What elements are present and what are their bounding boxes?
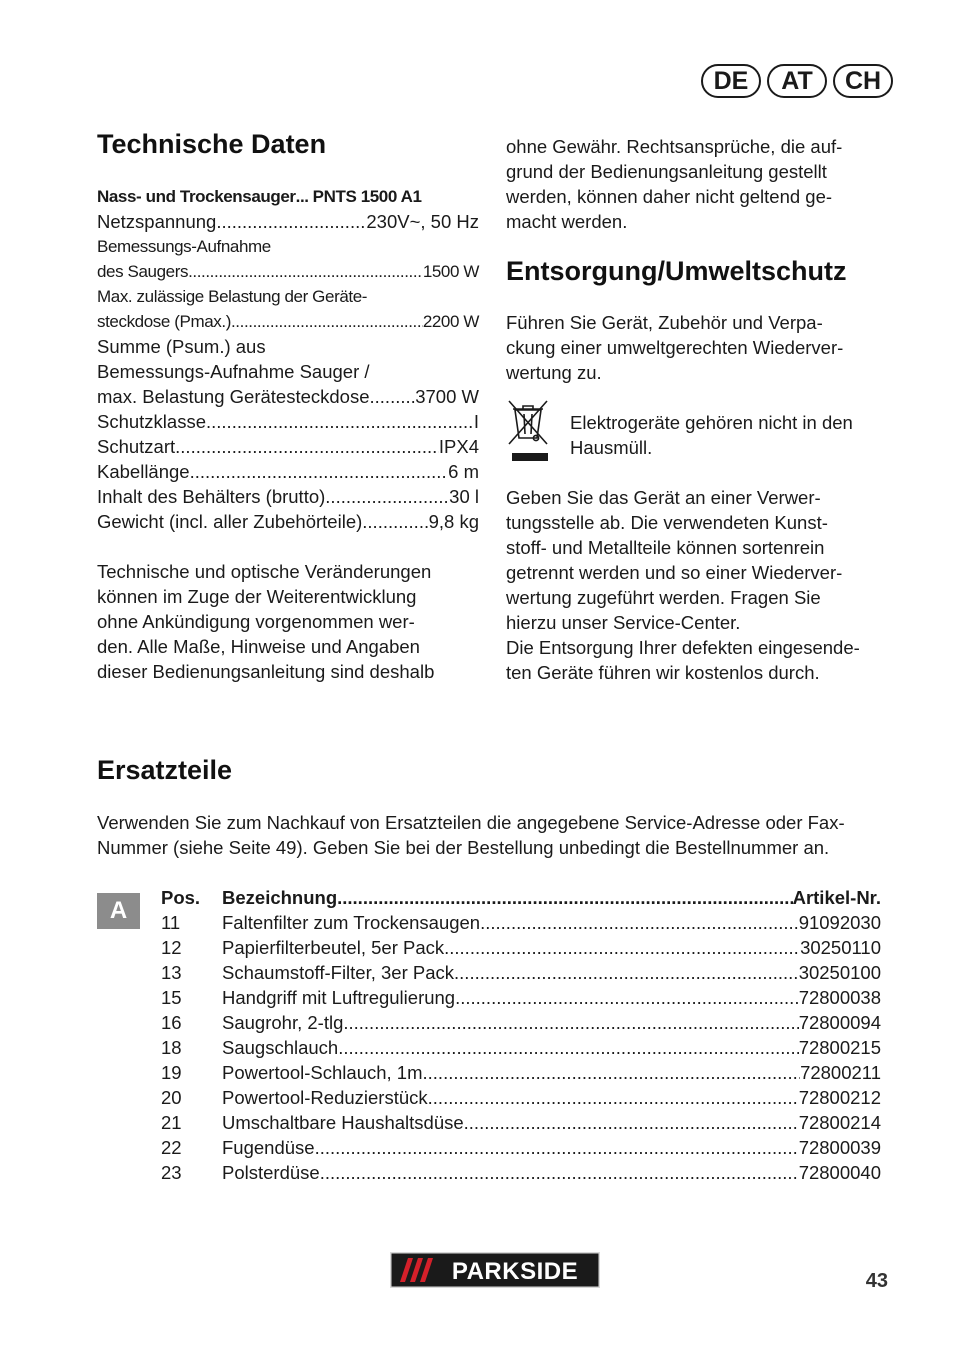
spares-heading: Ersatzteile	[97, 755, 233, 785]
page-number: 43	[865, 1270, 888, 1292]
spec-value: 1500 W	[422, 262, 479, 281]
table-row	[161, 1085, 881, 1110]
part-number: 72800038	[798, 987, 881, 1008]
paragraph-line: stoff- und Metallteile können sortenrein	[506, 537, 825, 558]
paragraph-line: Verwenden Sie zum Nachkauf von Ersatzteilen die angegebene Service-Adresse oder Fax-	[97, 812, 845, 833]
spec-inhalt	[97, 484, 479, 509]
spec-saugers	[97, 259, 479, 284]
part-number: 91092030	[798, 912, 881, 933]
paragraph-line: Führen Sie Gerät, Zubehör und Verpa-	[506, 312, 823, 333]
col-pos-header: Pos.	[161, 887, 201, 908]
table-row	[161, 960, 881, 985]
spec-value: IPX4	[438, 436, 479, 457]
part-name: Powertool-Schlauch, 1m	[222, 1062, 423, 1083]
part-name: Saugrohr, 2-tlg.	[222, 1012, 349, 1033]
disposal-heading: Entsorgung/Umweltschutz	[506, 256, 847, 286]
badge-ch: CH	[833, 64, 893, 98]
spec-line: Bemessungs-Aufnahme Sauger /	[97, 361, 370, 382]
disposal-intro	[506, 310, 896, 385]
leader-dots	[423, 1060, 801, 1085]
part-position: 19	[161, 1062, 182, 1083]
weee-note	[570, 410, 900, 460]
spec-product-label: Nass- und Trockensauger	[97, 187, 296, 206]
spec-kabellaenge	[97, 459, 479, 484]
part-name: Fugendüse	[222, 1137, 315, 1158]
leader-dots	[455, 985, 799, 1010]
paragraph-line: getrennt werden und so einer Wiederver-	[506, 562, 843, 583]
part-position: 16	[161, 1012, 182, 1033]
spares-intro	[97, 810, 897, 860]
spec-label: des Saugers	[97, 262, 189, 281]
spec-label: Schutzart	[97, 436, 176, 457]
leader-dots	[338, 1035, 798, 1060]
paragraph-line: Elektrogeräte gehören nicht in den	[570, 412, 853, 433]
leader-dots	[325, 484, 449, 509]
spec-label: steckdose (Pmax.)	[97, 312, 231, 331]
parkside-logo-text: PARKSIDE	[451, 1258, 579, 1285]
tech-specs	[97, 184, 479, 684]
table-row	[161, 935, 881, 960]
tech-heading: Technische Daten	[97, 129, 327, 159]
part-name: Powertool-Reduzierstück	[222, 1087, 428, 1108]
part-position: 20	[161, 1087, 182, 1108]
spec-netzspannung	[97, 209, 479, 234]
part-number: 72800039	[798, 1137, 881, 1158]
leader-dots	[320, 1160, 799, 1185]
spec-schutzklasse	[97, 409, 479, 434]
paragraph-line: hierzu unser Service-Center.	[506, 612, 741, 633]
paragraph-line: Die Entsorgung Ihrer defekten eingesende-	[506, 637, 860, 658]
spec-label: Kabellänge	[97, 461, 190, 482]
part-position: 11	[161, 912, 181, 933]
table-body	[161, 910, 881, 1185]
disclaimer-line: können im Zuge der Weiterentwicklung	[97, 586, 417, 607]
spec-value: 6 m	[448, 461, 479, 482]
paragraph-line: grund der Bedienungsanleitung gestellt	[506, 161, 827, 182]
leader-dots	[190, 459, 449, 484]
badge-at: AT	[767, 64, 827, 98]
spec-value: 2200 W	[422, 312, 479, 331]
leader-dots	[370, 384, 416, 409]
part-name: Schaumstoff-Filter, 3er Pack	[222, 962, 455, 983]
leader-dots	[362, 509, 428, 534]
table-row	[161, 985, 881, 1010]
part-position: 13	[161, 962, 182, 983]
table-row	[161, 910, 881, 935]
table-row	[161, 1160, 881, 1185]
spec-value: 30 l	[449, 486, 479, 507]
part-name: Umschaltbare Haushaltsdüse	[222, 1112, 464, 1133]
part-position: 15	[161, 987, 182, 1008]
paragraph-line: Hausmüll.	[570, 437, 653, 458]
part-name: Faltenfilter zum Trockensaugen	[222, 912, 481, 933]
paragraph-line: wertung zu.	[506, 362, 602, 383]
disclaimer-line: Technische und optische Veränderungen	[97, 561, 432, 582]
part-number: 72800215	[798, 1037, 881, 1058]
paragraph-line: ckung einer umweltgerechten Wiederver-	[506, 337, 844, 358]
part-name: Handgriff mit Luftregulierung	[222, 987, 456, 1008]
leader-dots	[444, 935, 800, 960]
spec-gewicht	[97, 509, 479, 534]
disclaimer-line: den. Alle Maße, Hinweise und Angaben	[97, 636, 420, 657]
figure-label-a: A	[97, 893, 140, 929]
spec-label: Gewicht (incl. aller Zubehörteile)	[97, 511, 363, 532]
part-number: 30250110	[800, 937, 881, 958]
badge-de: DE	[701, 64, 761, 98]
leader-dots	[315, 1135, 799, 1160]
table-row	[161, 1035, 881, 1060]
leader-dots	[480, 910, 799, 935]
spec-product-model: PNTS 1500 A1	[312, 187, 422, 206]
part-position: 23	[161, 1162, 182, 1183]
table-row	[161, 1135, 881, 1160]
leader-dots	[231, 309, 423, 334]
part-position: 12	[161, 937, 182, 958]
leader-dots	[428, 1085, 799, 1110]
parkside-logo	[390, 1252, 600, 1288]
spec-schutzart	[97, 434, 479, 459]
part-number: 72800094	[798, 1012, 881, 1033]
leader-dots	[337, 885, 792, 910]
part-number: 72800212	[798, 1087, 881, 1108]
spec-label: Schutzklasse	[97, 411, 206, 432]
spec-pmax	[97, 309, 479, 334]
disclaimer-line: dieser Bedienungsanleitung sind deshalb	[97, 661, 435, 682]
spec-label: Inhalt des Behälters (brutto)	[97, 486, 326, 507]
disclaimer-continued	[506, 134, 896, 234]
part-position: 22	[161, 1137, 182, 1158]
part-position: 21	[161, 1112, 182, 1133]
paragraph-line: Geben Sie das Gerät an einer Verwer-	[506, 487, 821, 508]
leader-dots	[454, 960, 799, 985]
table-row	[161, 1110, 881, 1135]
paragraph-line: ohne Gewähr. Rechtsansprüche, die auf-	[506, 136, 843, 157]
table-row	[161, 1060, 881, 1085]
col-num-header: Artikel-Nr.	[792, 887, 881, 908]
spec-line: Summe (Psum.) aus	[97, 336, 266, 357]
crossed-bin-icon	[506, 398, 550, 462]
part-name: Polsterdüse	[222, 1162, 320, 1183]
spare-parts-table	[161, 885, 881, 1185]
disclaimer-line: ohne Ankündigung vorgenommen wer-	[97, 611, 415, 632]
col-name-header: Bezeichnung	[222, 887, 338, 908]
spec-label: Netzspannung	[97, 211, 217, 232]
part-number: 72800040	[798, 1162, 881, 1183]
table-header	[161, 885, 881, 910]
spec-product-dots: ...	[295, 187, 309, 206]
leader-dots	[216, 209, 366, 234]
paragraph-line: ten Geräte führen wir kostenlos durch.	[506, 662, 820, 683]
part-name: Saugschlauch	[222, 1037, 339, 1058]
paragraph-line: wertung zugeführt werden. Fragen Sie	[506, 587, 821, 608]
leader-dots	[206, 409, 474, 434]
spec-label: max. Belastung Gerätesteckdose	[97, 386, 370, 407]
part-position: 18	[161, 1037, 182, 1058]
spec-value: 3700 W	[415, 386, 479, 407]
leader-dots	[188, 259, 423, 284]
table-row	[161, 1010, 881, 1035]
paragraph-line: macht werden.	[506, 211, 628, 232]
spec-product	[97, 184, 479, 209]
leader-dots	[175, 434, 439, 459]
leader-dots	[464, 1110, 799, 1135]
spec-value: 9,8 kg	[428, 511, 479, 532]
leader-dots	[349, 1010, 799, 1035]
paragraph-line: tungsstelle ab. Die verwendeten Kunst-	[506, 512, 828, 533]
spec-line: Max. zulässige Belastung der Geräte-	[97, 287, 368, 306]
country-badges	[701, 64, 893, 98]
part-number: 72800214	[798, 1112, 881, 1133]
spec-value: 230V~, 50 Hz	[366, 211, 479, 232]
disposal-return	[506, 485, 901, 685]
part-number: 30250100	[798, 962, 881, 983]
paragraph-line: werden, können daher nicht geltend ge-	[506, 186, 833, 207]
part-number: 72800211	[800, 1062, 881, 1083]
part-name: Papierfilterbeutel, 5er Pack	[222, 937, 445, 958]
spec-value: I	[473, 411, 479, 432]
spec-line: Bemessungs-Aufnahme	[97, 237, 271, 256]
paragraph-line: Nummer (siehe Seite 49). Geben Sie bei der Bestellung unbedingt die Bestellnummer an.	[97, 837, 830, 858]
spec-psum	[97, 384, 479, 409]
